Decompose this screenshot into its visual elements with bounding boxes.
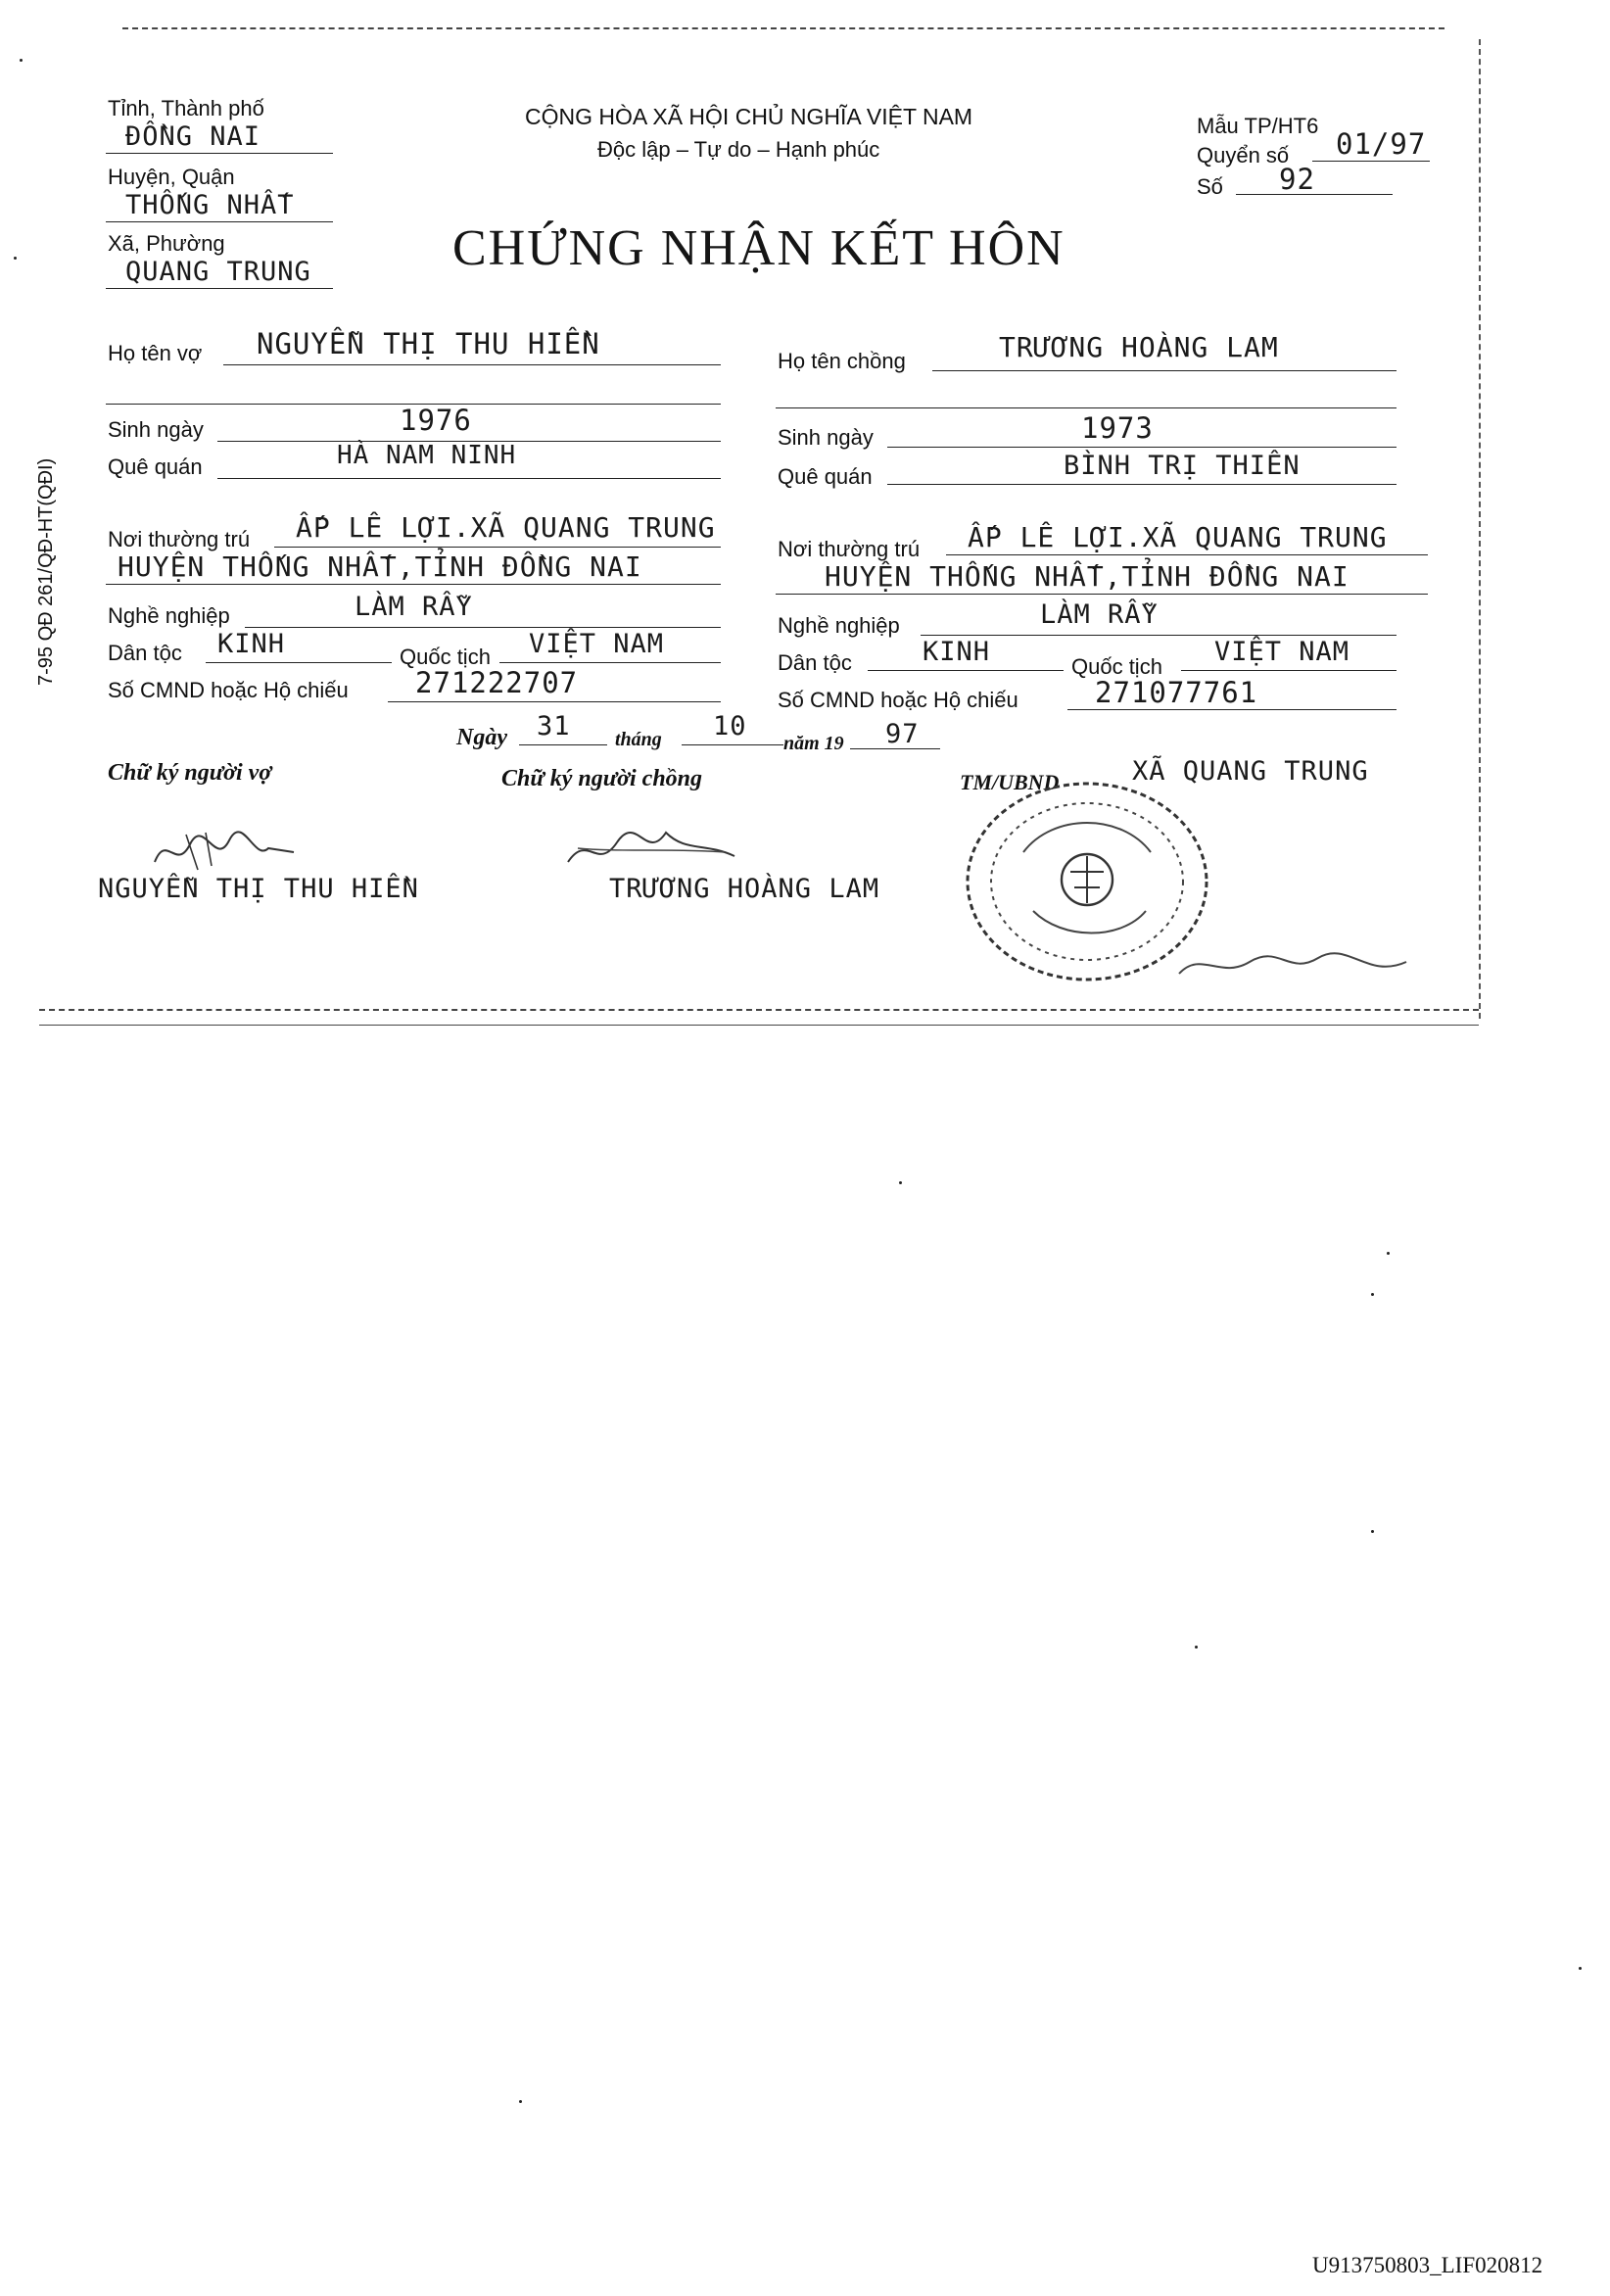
authority-value: XÃ QUANG TRUNG	[1132, 756, 1369, 787]
husband-signature-name: TRƯƠNG HOÀNG LAM	[609, 874, 880, 904]
husband-residence-label: Nơi thường trú	[778, 537, 921, 561]
husband-signature-scribble	[558, 813, 754, 882]
husband-residence-underline	[946, 554, 1428, 555]
husband-id-label: Số CMND hoặc Hộ chiếu	[778, 688, 1018, 712]
husband-name-underline-2	[776, 407, 1397, 408]
ward-label: Xã, Phường	[108, 231, 225, 256]
date-day-underline	[519, 744, 607, 745]
wife-id: 271222707	[415, 666, 579, 699]
date-month: 10	[713, 711, 747, 741]
wife-dob: 1976	[400, 404, 472, 437]
right-border	[1479, 39, 1481, 1019]
number-value: 92	[1279, 163, 1315, 196]
wife-residence-underline	[274, 547, 721, 548]
date-day-label: Ngày	[456, 725, 507, 750]
number-label: Số	[1197, 174, 1223, 199]
wife-name: NGUYỄN THỊ THU HIỀN	[257, 327, 600, 360]
husband-dob-label: Sinh ngày	[778, 425, 874, 450]
wife-ethnic-underline	[206, 662, 392, 663]
wife-name-underline	[223, 364, 721, 365]
wife-hometown: HÀ NAM NINH	[337, 441, 517, 470]
scan-speck	[899, 1181, 902, 1184]
national-title: CỘNG HÒA XÃ HỘI CHỦ NGHĨA VIỆT NAM	[525, 104, 973, 129]
authority-label: TM/UBND	[960, 770, 1060, 794]
husband-job-label: Nghề nghiệp	[778, 613, 900, 638]
form-code: Mẫu TP/HT6	[1197, 114, 1319, 138]
husband-hometown-underline	[887, 484, 1397, 485]
wife-residence-underline-2	[106, 584, 721, 585]
scan-speck	[1371, 1293, 1374, 1296]
province-value: ĐỒNG NAI	[125, 121, 261, 152]
district-value: THỐNG NHẤT	[125, 190, 295, 220]
husband-name-label: Họ tên chồng	[778, 349, 906, 373]
wife-signature-scribble	[147, 823, 313, 882]
date-year: 97	[885, 719, 920, 749]
district-label: Huyện, Quận	[108, 165, 235, 189]
scan-speck	[1579, 1967, 1582, 1970]
husband-job-underline	[921, 635, 1397, 636]
document-title: CHỨNG NHẬN KẾT HÔN	[452, 220, 1065, 276]
district-underline	[106, 221, 333, 222]
husband-name: TRƯƠNG HOÀNG LAM	[999, 331, 1279, 363]
date-month-underline	[682, 744, 783, 745]
official-signature-scribble	[1171, 940, 1426, 989]
wife-hometown-label: Quê quán	[108, 454, 203, 479]
bottom-border	[39, 1009, 1479, 1011]
wife-nationality-label: Quốc tịch	[400, 645, 491, 669]
wife-signature-label: Chữ ký người vợ	[108, 760, 272, 786]
wife-job-underline	[245, 627, 721, 628]
scan-speck	[1195, 1646, 1198, 1649]
date-month-label: tháng	[615, 729, 662, 750]
side-form-reference: 7-95 QĐ 261/QĐ-HT(QĐI)	[35, 457, 57, 686]
husband-job: LÀM RẪY	[1040, 599, 1159, 630]
wife-residence-label: Nơi thường trú	[108, 527, 251, 551]
husband-nationality-label: Quốc tịch	[1071, 654, 1162, 679]
wife-residence-line1: ẤP LÊ LỢI.XÃ QUANG TRUNG	[296, 511, 716, 544]
wife-dob-label: Sinh ngày	[108, 417, 204, 442]
husband-hometown: BÌNH TRỊ THIÊN	[1064, 451, 1301, 481]
scan-speck	[519, 2100, 522, 2103]
top-border	[122, 27, 1444, 29]
husband-id-underline	[1067, 709, 1397, 710]
province-underline	[106, 153, 333, 154]
date-day: 31	[537, 711, 571, 741]
husband-dob: 1973	[1081, 411, 1154, 445]
husband-ethnic: KINH	[923, 637, 991, 667]
husband-ethnic-underline	[868, 670, 1064, 671]
province-label: Tỉnh, Thành phố	[108, 96, 264, 120]
wife-residence-line2: HUYỆN THỐNG NHẤT,TỈNH ĐỒNG NAI	[118, 550, 642, 583]
husband-nationality: VIỆT NAM	[1214, 637, 1350, 667]
scan-speck	[1387, 1252, 1390, 1255]
wife-nationality: VIỆT NAM	[529, 629, 665, 659]
national-motto: Độc lập – Tự do – Hạnh phúc	[597, 137, 880, 162]
wife-signature-name: NGUYỄN THỊ THU HIỀN	[98, 874, 419, 904]
bottom-border-2	[39, 1025, 1479, 1026]
wife-job-label: Nghề nghiệp	[108, 603, 230, 628]
husband-residence-underline-2	[776, 594, 1428, 595]
husband-residence-line2: HUYỆN THỐNG NHẤT,TỈNH ĐỒNG NAI	[825, 560, 1350, 593]
wife-name-label: Họ tên vợ	[108, 341, 203, 365]
husband-hometown-label: Quê quán	[778, 464, 873, 489]
scan-speck	[1371, 1530, 1374, 1533]
wife-nationality-underline	[499, 662, 721, 663]
wife-ethnic-label: Dân tộc	[108, 641, 182, 665]
husband-nationality-underline	[1181, 670, 1397, 671]
book-value: 01/97	[1336, 127, 1427, 161]
husband-id: 271077761	[1095, 676, 1258, 709]
wife-hometown-underline	[217, 478, 721, 479]
husband-dob-underline	[887, 447, 1397, 448]
husband-name-underline	[932, 370, 1397, 371]
wife-id-label: Số CMND hoặc Hộ chiếu	[108, 678, 349, 702]
wife-job: LÀM RẪY	[355, 592, 473, 622]
husband-residence-line1: ẤP LÊ LỢI.XÃ QUANG TRUNG	[968, 521, 1388, 553]
ward-underline	[106, 288, 333, 289]
date-year-label: năm 19	[783, 733, 844, 754]
footer-document-code: U913750803_LIF020812	[1312, 2253, 1543, 2277]
book-label: Quyển số	[1197, 143, 1290, 167]
scan-speck	[20, 59, 23, 62]
husband-signature-label: Chữ ký người chồng	[501, 766, 703, 791]
number-underline	[1236, 194, 1393, 195]
wife-ethnic: KINH	[217, 629, 286, 659]
date-year-underline	[850, 748, 940, 749]
scan-speck	[14, 257, 17, 260]
husband-ethnic-label: Dân tộc	[778, 650, 852, 675]
wife-id-underline	[388, 701, 721, 702]
ward-value: QUANG TRUNG	[125, 257, 311, 287]
book-underline	[1312, 161, 1430, 162]
